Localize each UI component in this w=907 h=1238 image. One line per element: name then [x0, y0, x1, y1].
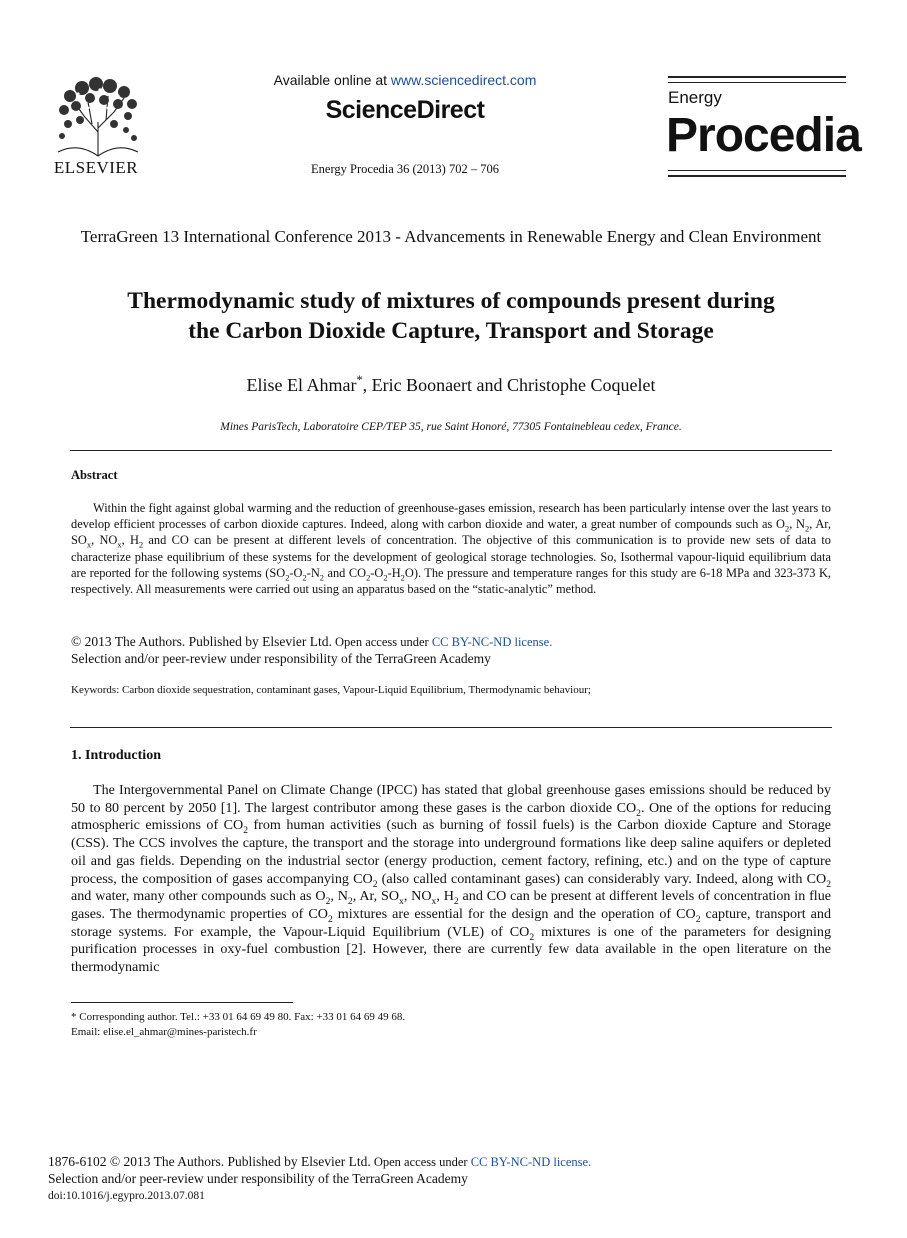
- abstract-text: -N: [306, 565, 320, 580]
- footer-copyright: [48, 1154, 591, 1170]
- abstract-heading: Abstract: [71, 468, 118, 482]
- journal-logo-rule: [668, 82, 846, 83]
- publisher-wordmark: ELSEVIER: [53, 158, 139, 177]
- intro-text: (also called contaminant gases) can considerably vary. Indeed, along with CO: [377, 870, 827, 887]
- subscript: x: [431, 896, 437, 908]
- abstract-text: -O: [370, 565, 384, 580]
- license-link[interactable]: CC BY-NC-ND license.: [431, 635, 553, 649]
- subscript: 2: [695, 913, 701, 925]
- sciencedirect-wordmark: ScienceDirect: [325, 96, 485, 124]
- authors: [70, 375, 832, 396]
- journal-logo-rule: [668, 175, 846, 177]
- footer-doi: doi:10.1016/j.egypro.2013.07.081: [48, 1190, 205, 1202]
- subscript: x: [86, 539, 92, 550]
- abstract-text: and CO: [324, 565, 367, 580]
- copyright-line: [71, 634, 831, 650]
- subscript: 2: [400, 572, 405, 583]
- journal-reference: Energy Procedia 36 (2013) 702 – 706: [311, 162, 499, 176]
- intro-text: and CO can be present at different levels of concentration in flue gases. The thermodynamic properties of CO: [71, 888, 832, 922]
- abstract-text: , NO: [91, 533, 118, 548]
- abstract-text: , H: [121, 533, 139, 548]
- author-first: Elise El Ahmar: [246, 375, 357, 395]
- abstract-text: and CO can be present at different levels of concentration. The objective of this communication is to provide new sets of data to characterize phase equilibrium of these systems for the development of geological storage technologies. So, Isothermal vapour-liquid equilibrium data are reported for the following systems (SO: [71, 533, 831, 580]
- affiliation: Mines ParisTech, Laboratoire CEP/TEP 35, rue Saint Honoré, 77305 Fontainebleau cedex, France.: [220, 421, 682, 433]
- subscript: 2: [529, 931, 535, 943]
- subscript: 2: [826, 878, 831, 890]
- intro-text: mixtures are essential for the design and the operation of CO: [332, 905, 696, 922]
- abstract-text: -O: [289, 565, 303, 580]
- footer-issn-text: 1876-6102 © 2013 The Authors. Published by Elsevier Ltd.: [48, 1154, 371, 1169]
- introduction-heading: 1. Introduction: [71, 748, 161, 763]
- subscript: 2: [285, 572, 290, 583]
- title-line-1: Thermodynamic study of mixtures of compounds present during: [127, 288, 775, 314]
- footnote-email: Email: elise.el_ahmar@mines-paristech.fr: [71, 1026, 257, 1038]
- keywords: Keywords: Carbon dioxide sequestration, contaminant gases, Vapour-Liquid Equilibrium, Thermodynamic behaviour;: [71, 684, 591, 696]
- author-rest: , Eric Boonaert and Christophe Coquelet: [362, 375, 656, 395]
- intro-text: capture, transport and storage systems. For example, the Vapour-Liquid Equilibrium (VLE) of CO: [71, 905, 832, 940]
- intro-text: The Intergovernmental Panel on Climate Change (IPCC) has stated that global greenhouse gases emissions should be reduced by 50 to 80 percent by 2050 [1]. The largest contributor among these gases is the carbon dioxide CO: [71, 782, 831, 816]
- footer-license-link[interactable]: CC BY-NC-ND license.: [470, 1155, 592, 1169]
- subscript: 2: [138, 539, 144, 550]
- footnote-rule: [71, 1002, 293, 1003]
- abstract-text: , N: [789, 517, 805, 532]
- abstract-text: , Ar, SO: [71, 517, 831, 548]
- intro-text: and water, many other compounds such as O: [71, 888, 326, 905]
- available-prefix: Available online at: [273, 72, 391, 88]
- footnote-corresponding: * Corresponding author. Tel.: +33 01 64 69 49 80. Fax: +33 01 64 69 49 68.: [71, 1011, 406, 1023]
- journal-logo-procedia: Procedia: [666, 109, 861, 162]
- intro-text: mixtures is one of the parameters for designing purification processes in oxy-fuel combustion [2]. However, there are currently few data available in the open literature on the thermodynamic: [71, 923, 831, 976]
- intro-text: , NO: [403, 888, 432, 905]
- journal-logo-energy: Energy: [668, 88, 722, 107]
- copyright-text: © 2013 The Authors. Published by Elsevier Ltd.: [71, 634, 332, 649]
- abstract-text: -H: [387, 565, 401, 580]
- peer-review-line: Selection and/or peer-review under responsibility of the TerraGreen Academy: [71, 651, 491, 666]
- subscript: 2: [636, 807, 641, 819]
- intro-text: , H: [436, 888, 454, 905]
- footer-peer-review: Selection and/or peer-review under responsibility of the TerraGreen Academy: [48, 1171, 468, 1186]
- journal-logo-rule: [668, 170, 846, 171]
- journal-logo-rule: [668, 76, 846, 78]
- open-access-text: Open access under: [331, 635, 432, 649]
- introduction-body: [71, 782, 831, 977]
- available-online-line: [200, 72, 610, 88]
- subscript: 2: [347, 896, 353, 908]
- sciencedirect-link[interactable]: www.sciencedirect.com: [390, 72, 537, 88]
- subscript: 2: [243, 825, 248, 837]
- intro-text: , Ar, SO: [352, 888, 400, 905]
- subscript: 2: [453, 896, 459, 908]
- section-divider: [70, 727, 832, 728]
- abstract-text: Within the fight against global warming and the reduction of greenhouse-gases emission, research has been particularly intense over the last years to develop efficient processes of carbon dioxide captures. Indeed, along with carbon dioxide and water, a great number of compounds such as O: [71, 501, 831, 532]
- corresponding-mark: *: [356, 373, 363, 387]
- subscript: 2: [319, 572, 325, 583]
- title-line-2: the Carbon Dioxide Capture, Transport and Storage: [188, 318, 714, 344]
- subscript: 2: [325, 896, 331, 908]
- intro-text: from human activities (such as burning of fossil fuels) is the Carbon dioxide Capture and Storage (CSS). The CCS involves the capture, the transport and the storage into underground formations like deep saline aquifers or depleted oil and gas fields. Depending on the industrial sector (energy production, cement factory, refining, etc.) and on the type of capture process, the composition of gases accompanying CO: [71, 817, 831, 887]
- subscript: 2: [804, 523, 810, 534]
- intro-text: , N: [330, 888, 348, 905]
- subscript: 2: [366, 572, 371, 583]
- subscript: 2: [372, 878, 378, 890]
- subscript: 2: [383, 572, 388, 583]
- conference-name: TerraGreen 13 International Conference 2013 - Advancements in Renewable Energy and Clean Environment: [80, 227, 822, 246]
- footer-open-access: Open access under: [370, 1155, 471, 1169]
- subscript: x: [117, 539, 122, 550]
- abstract-text: O). The pressure and temperature ranges for this study are 6-18 MPa and 323-373 K, respectively. All measurements were carried out using an apparatus based on the “static-analytic” method.: [71, 565, 832, 597]
- intro-text: . One of the options for reducing atmospheric emissions of CO: [71, 799, 831, 834]
- paper-title: [60, 286, 842, 346]
- subscript: 2: [785, 523, 790, 534]
- subscript: x: [399, 896, 404, 908]
- subscript: 2: [302, 572, 307, 583]
- subscript: 2: [327, 913, 333, 925]
- section-divider: [70, 450, 832, 451]
- abstract-body: [71, 500, 831, 597]
